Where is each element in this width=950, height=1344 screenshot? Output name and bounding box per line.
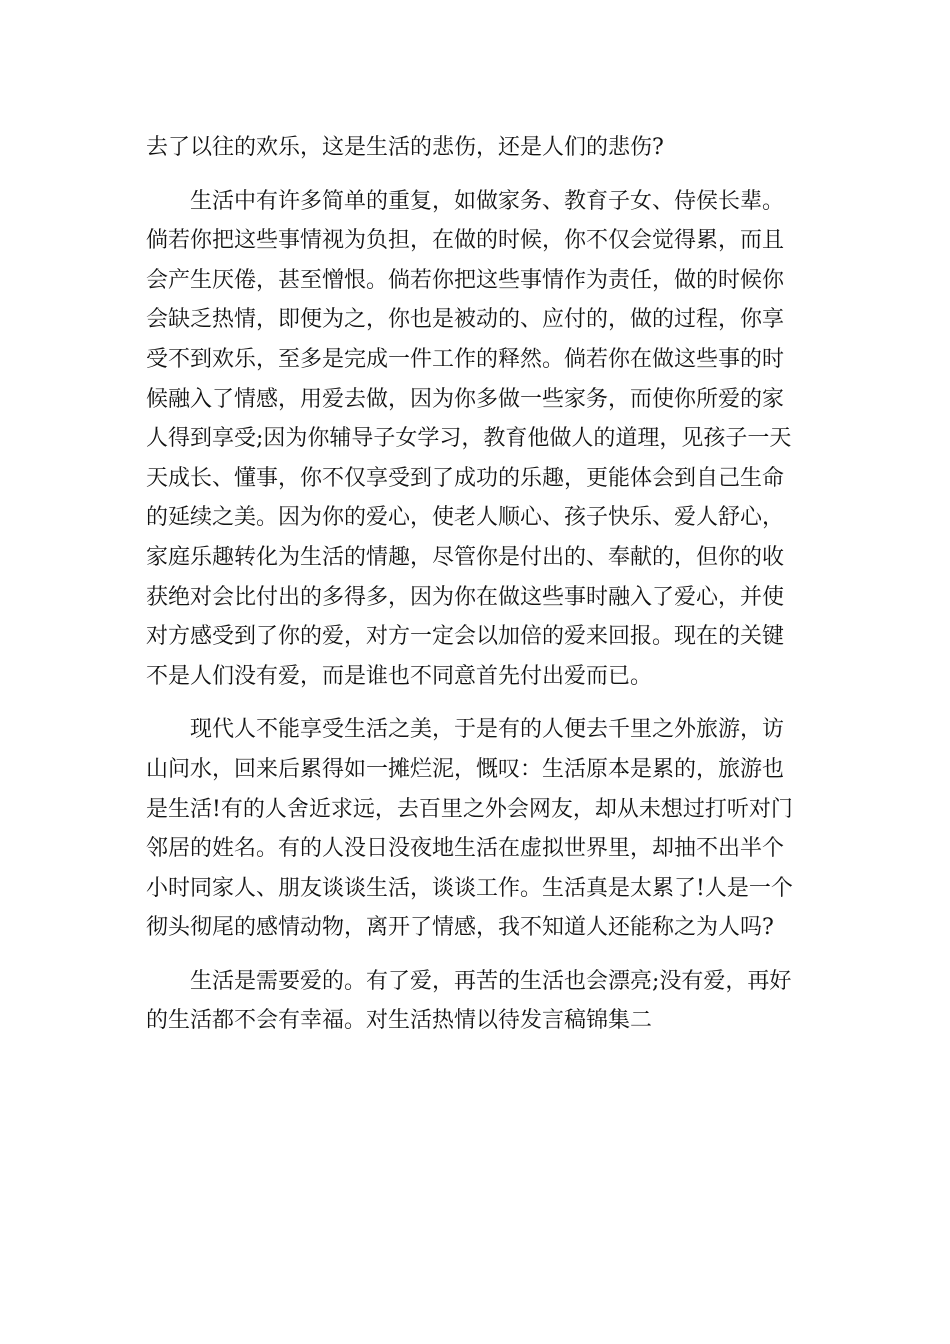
text-line: 候融入了情感，用爱去做，因为你多做一些家务，而使你所爱的家: [146, 386, 785, 412]
text-line: 邻居的姓名。有的人没日没夜地生活在虚拟世界里，却抽不出半个: [146, 836, 785, 862]
text-line: 不是人们没有爱，而是谁也不同意首先付出爱而已。: [146, 663, 653, 689]
text-line: 的延续之美。因为你的爱心，使老人顺心、孩子快乐、爱人舒心，: [146, 505, 785, 531]
text-line: 天成长、懂事，你不仅享受到了成功的乐趣，更能体会到自己生命: [146, 465, 785, 491]
text-line: 倘若你把这些事情视为负担，在做的时候，你不仅会觉得累，而且: [146, 228, 785, 254]
paragraph: [146, 962, 806, 1041]
text-line: 彻头彻尾的感情动物，离开了情感，我不知道人还能称之为人吗?: [146, 915, 774, 941]
text-line: 获绝对会比付出的多得多，因为你在做这些事时融入了爱心，并使: [146, 584, 785, 610]
text-line: 生活中有许多简单的重复，如做家务、教育子女、侍侯长辈。: [190, 188, 785, 214]
text-line: 去了以往的欢乐，这是生活的悲伤，还是人们的悲伤?: [146, 135, 664, 160]
paragraph: [146, 182, 806, 697]
document-body: [146, 128, 806, 1041]
text-line: 人得到享受;因为你辅导子女学习，教育他做人的道理，见孩子一天: [146, 426, 792, 452]
text-line: 对方感受到了你的爱，对方一定会以加倍的爱来回报。现在的关键: [146, 624, 785, 650]
text-line: 现代人不能享受生活之美，于是有的人便去千里之外旅游，访: [190, 717, 785, 743]
text-line: 会缺乏热情，即便为之，你也是被动的、应付的，做的过程，你享: [146, 307, 785, 333]
text-line: 的生活都不会有幸福。对生活热情以待发言稿锦集二: [146, 1008, 653, 1034]
text-line: 是生活!有的人舍近求远，去百里之外会网友，却从未想过打听对门: [146, 796, 793, 822]
text-line: 生活是需要爱的。有了爱，再苦的生活也会漂亮;没有爱，再好: [190, 968, 792, 994]
text-line: 家庭乐趣转化为生活的情趣，尽管你是付出的、奉献的，但你的收: [146, 544, 785, 570]
text-line: 小时同家人、朋友谈谈生活，谈谈工作。生活真是太累了!人是一个: [146, 875, 793, 901]
paragraph: [146, 128, 806, 168]
text-line: 会产生厌倦，甚至憎恨。倘若你把这些事情作为责任，做的时候你: [146, 267, 785, 293]
text-line: 山问水，回来后累得如一摊烂泥，慨叹：生活原本是累的，旅游也: [146, 756, 785, 782]
paragraph: [146, 710, 806, 948]
text-line: 受不到欢乐，至多是完成一件工作的释然。倘若你在做这些事的时: [146, 346, 785, 372]
